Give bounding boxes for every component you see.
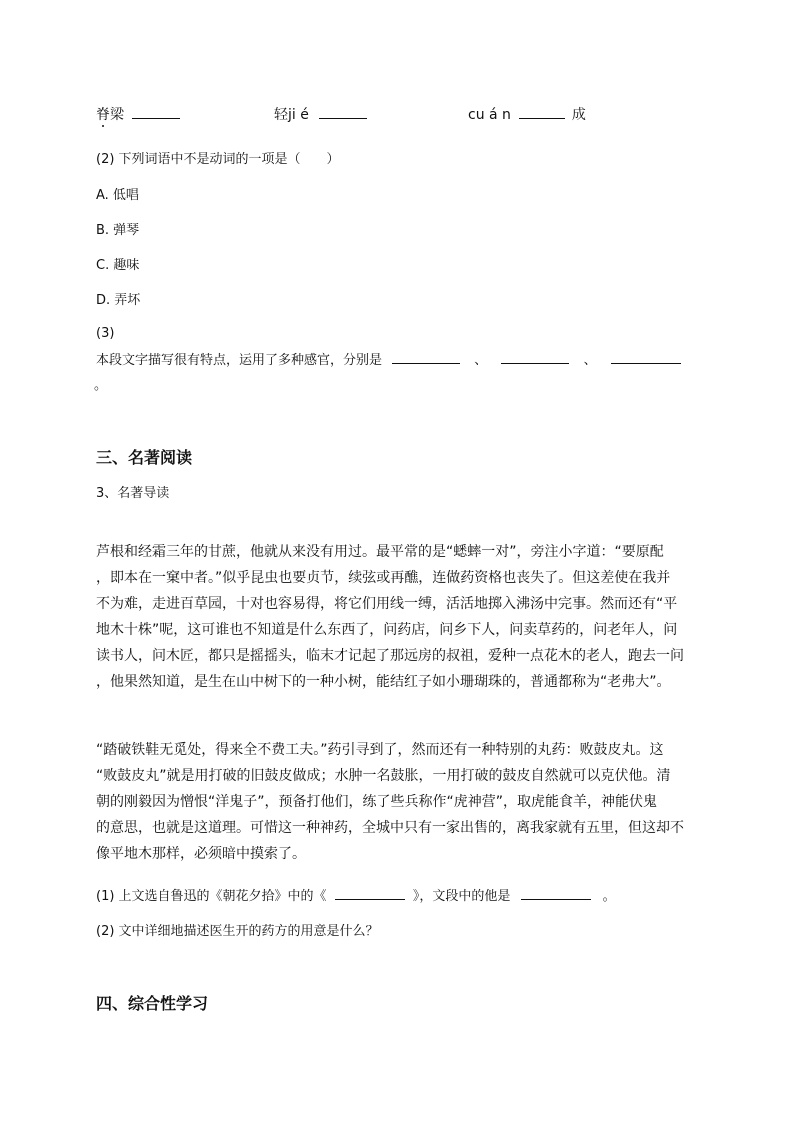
answer-blank-title[interactable] [335, 885, 405, 900]
sub-question-2: (2) 文中详细地描述医生开的药方的用意是什么？ [96, 924, 379, 939]
passage-line: ，他果然知道，是生在山中树下的一种小树，能结红子如小珊瑚珠的，普通都称为“老弗大”。 [96, 674, 671, 690]
fill-item-3-pinyin: cu á n [468, 107, 511, 123]
answer-blank-2[interactable] [501, 349, 569, 364]
fill-blank-3[interactable] [519, 104, 565, 119]
passage-line: “踏破铁鞋无觅处，得来全不费工夫。”药引寻到了，然而还有一种特别的丸药：败鼓皮丸。这 [96, 742, 664, 758]
sub-question-1-end: 。 [602, 889, 616, 904]
passage-line: 不为难，走进百草园，十对也容易得，将它们用线一缚，活活地掷入沸汤中完事。然而还有“平 [96, 596, 678, 612]
option-d[interactable]: D. 弄坏 [96, 293, 141, 308]
question-3 [96, 349, 681, 368]
section-subheading: 3、名著导读 [96, 486, 170, 501]
fill-item-3 [468, 104, 586, 124]
separator: 、 [583, 353, 597, 368]
passage-line: 读书人，问木匠，都只是摇摇头，临末才记起了那远房的叔祖，爱种一点花木的老人，跑去一问 [96, 648, 684, 664]
passage-line: 芦根和经霜三年的甘蔗，他就从来没有用过。最平常的是“蟋蟀一对”，旁注小字道：“要原配 [96, 544, 664, 560]
fill-blank-2[interactable] [319, 104, 367, 119]
question-3-number: (3) [96, 326, 115, 341]
section-heading-4: 四、综合性学习 [96, 994, 209, 1013]
option-a[interactable]: A. 低唱 [96, 188, 139, 203]
separator: 、 [474, 353, 488, 368]
passage-line: 像平地木那样，必须暗中摸索了。 [96, 846, 306, 862]
fill-item-1 [96, 104, 180, 124]
question-3-end: 。 [94, 378, 108, 393]
question-3-text: 本段文字描写很有特点，运用了多种感官，分别是 [96, 353, 383, 368]
fill-item-1-label: 脊梁 [96, 107, 124, 123]
fill-item-2 [274, 104, 367, 124]
answer-blank-person[interactable] [521, 885, 591, 900]
passage-2 [96, 737, 701, 867]
passage-line: 地木十株”呢，这可谁也不知道是什么东西了，问药店，问乡下人，问卖草药的，问老年人，问 [96, 622, 678, 638]
option-c[interactable]: C. 趣味 [96, 258, 140, 273]
emphasis-dot [102, 125, 104, 127]
sub-question-1-text: (1) 上文选自鲁迅的《朝花夕拾》中的《 [96, 889, 327, 904]
option-b[interactable]: B. 弹琴 [96, 223, 140, 238]
sub-question-1 [96, 885, 616, 904]
answer-blank-3[interactable] [611, 349, 681, 364]
passage-line: “败鼓皮丸”就是用打破的旧鼓皮做成；水肿一名鼓胀，一用打破的鼓皮自然就可以克伏他。清 [96, 768, 671, 784]
fill-item-2-label: 轻ji é [274, 107, 309, 123]
passage-line: 朝的刚毅因为憎恨“洋鬼子”，预备打他们，练了些兵称作“虎神营”，取虎能食羊，神能伏鬼 [96, 794, 658, 810]
fill-item-3-suffix: 成 [571, 107, 586, 123]
question-2: (2) 下列词语中不是动词的一项是（ ） [96, 152, 340, 167]
passage-line: ，即本在一窠中者。”似乎昆虫也要贞节，续弦或再醮，连做药资格也丧失了。但这差使在我并 [96, 570, 671, 586]
passage-1 [96, 539, 701, 695]
answer-blank-1[interactable] [392, 349, 460, 364]
passage-line: 的意思，也就是这道理。可惜这一种神药，全城中只有一家出售的，离我家就有五里，但这却不 [96, 820, 684, 836]
section-heading-3: 三、名著阅读 [96, 448, 193, 467]
fill-blank-1[interactable] [132, 104, 180, 119]
sub-question-1-mid: 》，文段中的他是 [412, 889, 511, 904]
